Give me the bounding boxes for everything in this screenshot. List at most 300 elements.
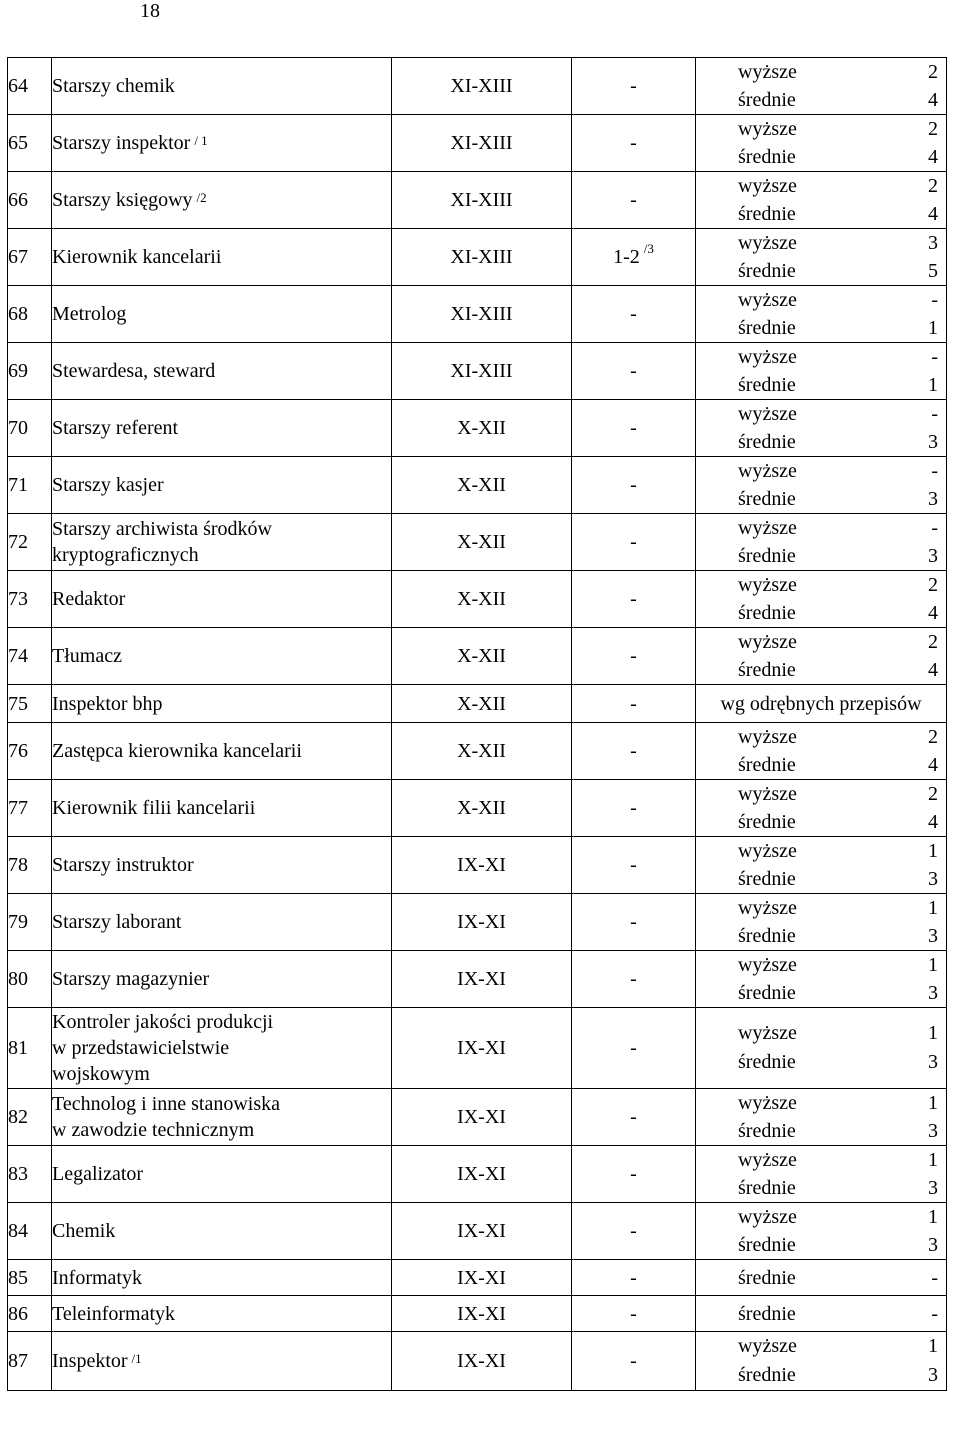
education-count: 4: [928, 659, 938, 681]
education-cell: [696, 951, 947, 1008]
extra-value-cell: [572, 1008, 696, 1089]
education-count: 3: [928, 545, 938, 567]
position-name-cell: [52, 780, 392, 837]
table-row: [8, 951, 947, 1008]
position-name-line: wojskowym: [52, 1063, 150, 1085]
education-level: wyższe: [738, 1149, 797, 1171]
extra-value-cell: [572, 115, 696, 172]
position-name: Starszy referent: [52, 417, 179, 439]
row-number: 73: [8, 571, 52, 628]
extra-value-cell: [572, 628, 696, 685]
row-number: 69: [8, 343, 52, 400]
position-name-cell: [52, 1089, 392, 1146]
table-row: [8, 1089, 947, 1146]
row-number: 66: [8, 172, 52, 229]
education-requirement: [696, 428, 946, 456]
grade-range: XI-XIII: [392, 172, 572, 229]
education-level: wyższe: [738, 175, 797, 197]
education-requirement: [696, 571, 946, 599]
education-level: wyższe: [738, 289, 797, 311]
education-count: -: [931, 289, 938, 311]
education-cell: [696, 286, 947, 343]
extra-value: -: [630, 911, 637, 933]
row-number: 77: [8, 780, 52, 837]
table-row: [8, 1260, 947, 1296]
position-name-cell: [52, 571, 392, 628]
education-count: 2: [928, 118, 938, 140]
education-requirement: [696, 1174, 946, 1202]
extra-value: -: [630, 1163, 637, 1185]
grade-range: X-XII: [392, 571, 572, 628]
extra-value-cell: [572, 1260, 696, 1296]
position-name: Starszy kasjer: [52, 474, 164, 496]
education-level: średnie: [738, 868, 796, 890]
grade-range: X-XII: [392, 457, 572, 514]
education-cell: wg odrębnych przepisów: [696, 685, 947, 723]
education-count: 3: [928, 925, 938, 947]
education-count: 4: [928, 811, 938, 833]
education-level: wyższe: [738, 1092, 797, 1114]
education-level: wyższe: [738, 631, 797, 653]
grade-range: IX-XI: [392, 894, 572, 951]
extra-value-cell: [572, 514, 696, 571]
position-name-cell: Starszy księgowy $^{/2}$: [52, 172, 392, 229]
education-cell: [696, 1260, 947, 1296]
education-requirement: [696, 808, 946, 836]
table-row: [8, 780, 947, 837]
education-cell: [696, 571, 947, 628]
position-name: Starszy instruktor: [52, 854, 194, 876]
extra-value: -: [630, 132, 637, 154]
education-level: średnie: [738, 1234, 796, 1256]
education-requirement: [696, 780, 946, 808]
grade-range: XI-XIII: [392, 286, 572, 343]
education-count: 4: [928, 602, 938, 624]
table-row: [8, 894, 947, 951]
education-requirement: [696, 951, 946, 979]
education-cell: [696, 343, 947, 400]
education-requirement: [696, 599, 946, 627]
education-count: 1: [928, 1149, 938, 1171]
grade-range: X-XII: [392, 514, 572, 571]
education-count: 2: [928, 61, 938, 83]
education-level: wyższe: [738, 1335, 797, 1357]
row-number: 64: [8, 58, 52, 115]
education-level: wyższe: [738, 783, 797, 805]
extra-value: -: [630, 1220, 637, 1242]
education-requirement: [696, 1297, 946, 1331]
education-count: 4: [928, 203, 938, 225]
row-number: 65: [8, 115, 52, 172]
education-count: -: [931, 1302, 938, 1325]
position-name: Starszy księgowy: [52, 189, 193, 211]
extra-value: -: [630, 75, 637, 97]
education-cell: [696, 172, 947, 229]
extra-value-cell: [572, 723, 696, 780]
education-requirement: [696, 1261, 946, 1295]
education-cell: [696, 723, 947, 780]
footnote-marker: /3: [643, 241, 654, 257]
position-name-cell: [52, 400, 392, 457]
education-requirement: [696, 1117, 946, 1145]
education-cell: [696, 894, 947, 951]
extra-value: -: [630, 1106, 637, 1128]
grade-range: IX-XI: [392, 951, 572, 1008]
education-level: średnie: [738, 89, 796, 111]
table-row: [8, 723, 947, 780]
position-name-cell: [52, 1008, 392, 1089]
education-requirement: [696, 1332, 946, 1361]
education-requirement: [696, 58, 946, 86]
education-requirement: [696, 143, 946, 171]
extra-value-cell: [572, 837, 696, 894]
row-number: 81: [8, 1008, 52, 1089]
extra-value-cell: [572, 571, 696, 628]
education-requirement: [696, 656, 946, 684]
table-row: [8, 1296, 947, 1332]
table-row: [8, 837, 947, 894]
row-number: 79: [8, 894, 52, 951]
extra-value: -: [630, 1266, 637, 1289]
education-cell: [696, 1008, 947, 1089]
education-count: 3: [928, 868, 938, 890]
grade-range: IX-XI: [392, 1146, 572, 1203]
education-level: wyższe: [738, 118, 797, 140]
position-name: Metrolog: [52, 303, 127, 325]
table-row: [8, 58, 947, 115]
position-name: Zastępca kierownika kancelarii: [52, 740, 302, 762]
table-row: [8, 457, 947, 514]
education-requirement: [696, 343, 946, 371]
education-count: -: [931, 346, 938, 368]
education-count: 2: [928, 726, 938, 748]
extra-value: -: [630, 1037, 637, 1059]
grade-range: X-XII: [392, 723, 572, 780]
education-requirement: [696, 514, 946, 542]
education-requirement: [696, 751, 946, 779]
position-name: Inspektor bhp: [52, 692, 163, 715]
education-requirement: [696, 1231, 946, 1259]
education-requirement: [696, 115, 946, 143]
education-count: 2: [928, 175, 938, 197]
education-requirement: [696, 723, 946, 751]
education-level: wyższe: [738, 1022, 797, 1044]
row-number: 78: [8, 837, 52, 894]
extra-value-cell: [572, 400, 696, 457]
education-count: 3: [928, 1364, 938, 1386]
education-requirement: [696, 314, 946, 342]
position-name-line: Starszy archiwista środków: [52, 518, 272, 540]
education-requirement: [696, 894, 946, 922]
extra-value-cell: [572, 685, 696, 723]
positions-table: [7, 57, 947, 1391]
education-level: średnie: [738, 1051, 796, 1073]
position-name: Informatyk: [52, 1266, 142, 1289]
education-level: średnie: [738, 1302, 796, 1325]
education-count: 2: [928, 783, 938, 805]
education-requirement: [696, 542, 946, 570]
table-row: [8, 685, 947, 723]
extra-value: -: [630, 740, 637, 762]
education-requirement: [696, 837, 946, 865]
education-level: średnie: [738, 431, 796, 453]
education-cell: [696, 780, 947, 837]
position-name-cell: [52, 837, 392, 894]
extra-value-cell: [572, 894, 696, 951]
grade-range: IX-XI: [392, 1260, 572, 1296]
row-number: 85: [8, 1260, 52, 1296]
extra-value-cell: [572, 1203, 696, 1260]
education-level: średnie: [738, 1177, 796, 1199]
table-row: [8, 343, 947, 400]
education-count: 3: [928, 1177, 938, 1199]
table-row: [8, 1203, 947, 1260]
table-row: [8, 628, 947, 685]
education-count: 3: [928, 1234, 938, 1256]
position-name-cell: [52, 457, 392, 514]
extra-value-cell: [572, 172, 696, 229]
extra-value: -: [630, 645, 637, 667]
education-level: wyższe: [738, 61, 797, 83]
extra-value: -: [630, 797, 637, 819]
extra-value: -: [630, 189, 637, 211]
table-row: [8, 229, 947, 286]
education-requirement: [696, 257, 946, 285]
position-name-cell: [52, 951, 392, 1008]
education-count: 3: [928, 982, 938, 1004]
extra-value: -: [630, 692, 637, 715]
grade-range: X-XII: [392, 628, 572, 685]
row-number: 72: [8, 514, 52, 571]
education-count: 3: [928, 488, 938, 510]
education-count: 1: [928, 1335, 938, 1357]
position-name: Tłumacz: [52, 645, 122, 667]
extra-value-cell: [572, 286, 696, 343]
grade-range: IX-XI: [392, 1203, 572, 1260]
education-count: 4: [928, 89, 938, 111]
education-cell: [696, 1296, 947, 1332]
row-number: 84: [8, 1203, 52, 1260]
table-row: [8, 286, 947, 343]
position-name: Starszy magazynier: [52, 968, 210, 990]
position-name: Stewardesa, steward: [52, 360, 216, 382]
extra-value: -: [630, 1350, 637, 1372]
education-count: -: [931, 403, 938, 425]
position-name-cell: [52, 1296, 392, 1332]
row-number: 67: [8, 229, 52, 286]
position-name-cell: [52, 1146, 392, 1203]
position-name-cell: [52, 685, 392, 723]
table-row: [8, 172, 947, 229]
position-name-line: w zawodzie technicznym: [52, 1119, 255, 1141]
extra-value-cell: [572, 58, 696, 115]
position-name-cell: [52, 628, 392, 685]
education-count: 1: [928, 1206, 938, 1228]
education-level: wyższe: [738, 346, 797, 368]
page-number: 18: [140, 0, 160, 22]
row-number: 71: [8, 457, 52, 514]
position-name: Starszy chemik: [52, 75, 175, 97]
education-level: średnie: [738, 545, 796, 567]
position-name-cell: [52, 286, 392, 343]
education-count: -: [931, 517, 938, 539]
education-requirement: [696, 172, 946, 200]
row-number: 86: [8, 1296, 52, 1332]
education-level: średnie: [738, 602, 796, 624]
position-name-cell: [52, 229, 392, 286]
position-name-cell: Starszy inspektor $^{/ 1}$: [52, 115, 392, 172]
position-name-cell: [52, 58, 392, 115]
row-number: 87: [8, 1332, 52, 1391]
education-requirement: [696, 979, 946, 1007]
education-requirement: [696, 229, 946, 257]
position-name-line: Technolog i inne stanowiska: [52, 1093, 280, 1115]
education-level: średnie: [738, 260, 796, 282]
education-requirement: [696, 371, 946, 399]
education-level: wyższe: [738, 897, 797, 919]
grade-range: X-XII: [392, 780, 572, 837]
education-requirement: [696, 1146, 946, 1174]
position-name: Legalizator: [52, 1163, 144, 1185]
row-number: 70: [8, 400, 52, 457]
education-count: 1: [928, 317, 938, 339]
education-cell: [696, 229, 947, 286]
extra-value: 1-2: [613, 246, 640, 268]
table-row: [8, 1008, 947, 1089]
extra-value: -: [630, 531, 637, 553]
education-requirement: [696, 1048, 946, 1077]
table-row: [8, 514, 947, 571]
position-name-cell: [52, 1203, 392, 1260]
position-name-cell: [52, 343, 392, 400]
education-cell: [696, 1203, 947, 1260]
education-requirement: [696, 86, 946, 114]
extra-value-cell: [572, 1089, 696, 1146]
education-count: 4: [928, 754, 938, 776]
table-row: [8, 571, 947, 628]
education-level: wyższe: [738, 574, 797, 596]
education-level: średnie: [738, 982, 796, 1004]
extra-value: -: [630, 474, 637, 496]
education-cell: [696, 1332, 947, 1391]
position-name-cell: [52, 1260, 392, 1296]
extra-value: -: [630, 968, 637, 990]
extra-value: -: [630, 303, 637, 325]
education-level: średnie: [738, 1266, 796, 1289]
position-name: Starszy laborant: [52, 911, 182, 933]
position-name-cell: Inspektor $^{/1}$: [52, 1332, 392, 1391]
education-level: średnie: [738, 1364, 796, 1386]
grade-range: X-XII: [392, 400, 572, 457]
education-cell: [696, 1146, 947, 1203]
position-name: Teleinformatyk: [52, 1302, 175, 1325]
extra-value: -: [630, 1302, 637, 1325]
education-count: 1: [928, 1022, 938, 1044]
extra-value-cell: [572, 457, 696, 514]
education-count: 3: [928, 232, 938, 254]
education-cell: [696, 1089, 947, 1146]
education-level: wyższe: [738, 726, 797, 748]
education-level: średnie: [738, 374, 796, 396]
education-count: 2: [928, 631, 938, 653]
education-count: 1: [928, 840, 938, 862]
education-cell: [696, 58, 947, 115]
grade-range: XI-XIII: [392, 58, 572, 115]
education-count: 1: [928, 897, 938, 919]
education-requirement: [696, 922, 946, 950]
grade-range: IX-XI: [392, 837, 572, 894]
position-name-line: w przedstawicielstwie: [52, 1037, 230, 1059]
education-level: średnie: [738, 146, 796, 168]
education-level: wyższe: [738, 840, 797, 862]
education-level: wyższe: [738, 232, 797, 254]
education-level: średnie: [738, 488, 796, 510]
extra-value-cell: [572, 1332, 696, 1391]
education-count: 4: [928, 146, 938, 168]
position-name: Starszy inspektor: [52, 132, 191, 154]
position-name-line: Kontroler jakości produkcji: [52, 1011, 274, 1033]
position-name: Kierownik kancelarii: [52, 246, 222, 268]
education-count: 5: [928, 260, 938, 282]
education-level: wyższe: [738, 517, 797, 539]
row-number: 68: [8, 286, 52, 343]
extra-value-cell: [572, 343, 696, 400]
education-level: średnie: [738, 754, 796, 776]
grade-range: IX-XI: [392, 1089, 572, 1146]
education-level: wyższe: [738, 1206, 797, 1228]
education-level: średnie: [738, 203, 796, 225]
education-count: -: [931, 1266, 938, 1289]
education-requirement: [696, 865, 946, 893]
education-level: wyższe: [738, 460, 797, 482]
row-number: 75: [8, 685, 52, 723]
position-name: Redaktor: [52, 588, 126, 610]
education-requirement: [696, 200, 946, 228]
education-requirement: [696, 1203, 946, 1231]
education-requirement: [696, 400, 946, 428]
extra-value: -: [630, 417, 637, 439]
row-number: 76: [8, 723, 52, 780]
education-requirement: [696, 628, 946, 656]
grade-range: XI-XIII: [392, 229, 572, 286]
grade-range: XI-XIII: [392, 343, 572, 400]
extra-value-cell: [572, 951, 696, 1008]
table-row: [8, 1146, 947, 1203]
education-requirement: [696, 457, 946, 485]
grade-range: X-XII: [392, 685, 572, 723]
grade-range: IX-XI: [392, 1008, 572, 1089]
education-level: wyższe: [738, 403, 797, 425]
table-row: [8, 115, 947, 172]
position-name: Chemik: [52, 1220, 116, 1242]
education-cell: [696, 837, 947, 894]
row-number: 80: [8, 951, 52, 1008]
row-number: 74: [8, 628, 52, 685]
row-number: 83: [8, 1146, 52, 1203]
position-name-cell: [52, 894, 392, 951]
row-number: 82: [8, 1089, 52, 1146]
education-requirement: [696, 485, 946, 513]
education-count: 3: [928, 1051, 938, 1073]
extra-value-cell: [572, 229, 696, 286]
table-row: [8, 1332, 947, 1391]
extra-value-cell: [572, 1296, 696, 1332]
position-name: Kierownik filii kancelarii: [52, 797, 256, 819]
education-level: średnie: [738, 811, 796, 833]
extra-value: -: [630, 854, 637, 876]
education-cell: [696, 115, 947, 172]
education-level: średnie: [738, 317, 796, 339]
